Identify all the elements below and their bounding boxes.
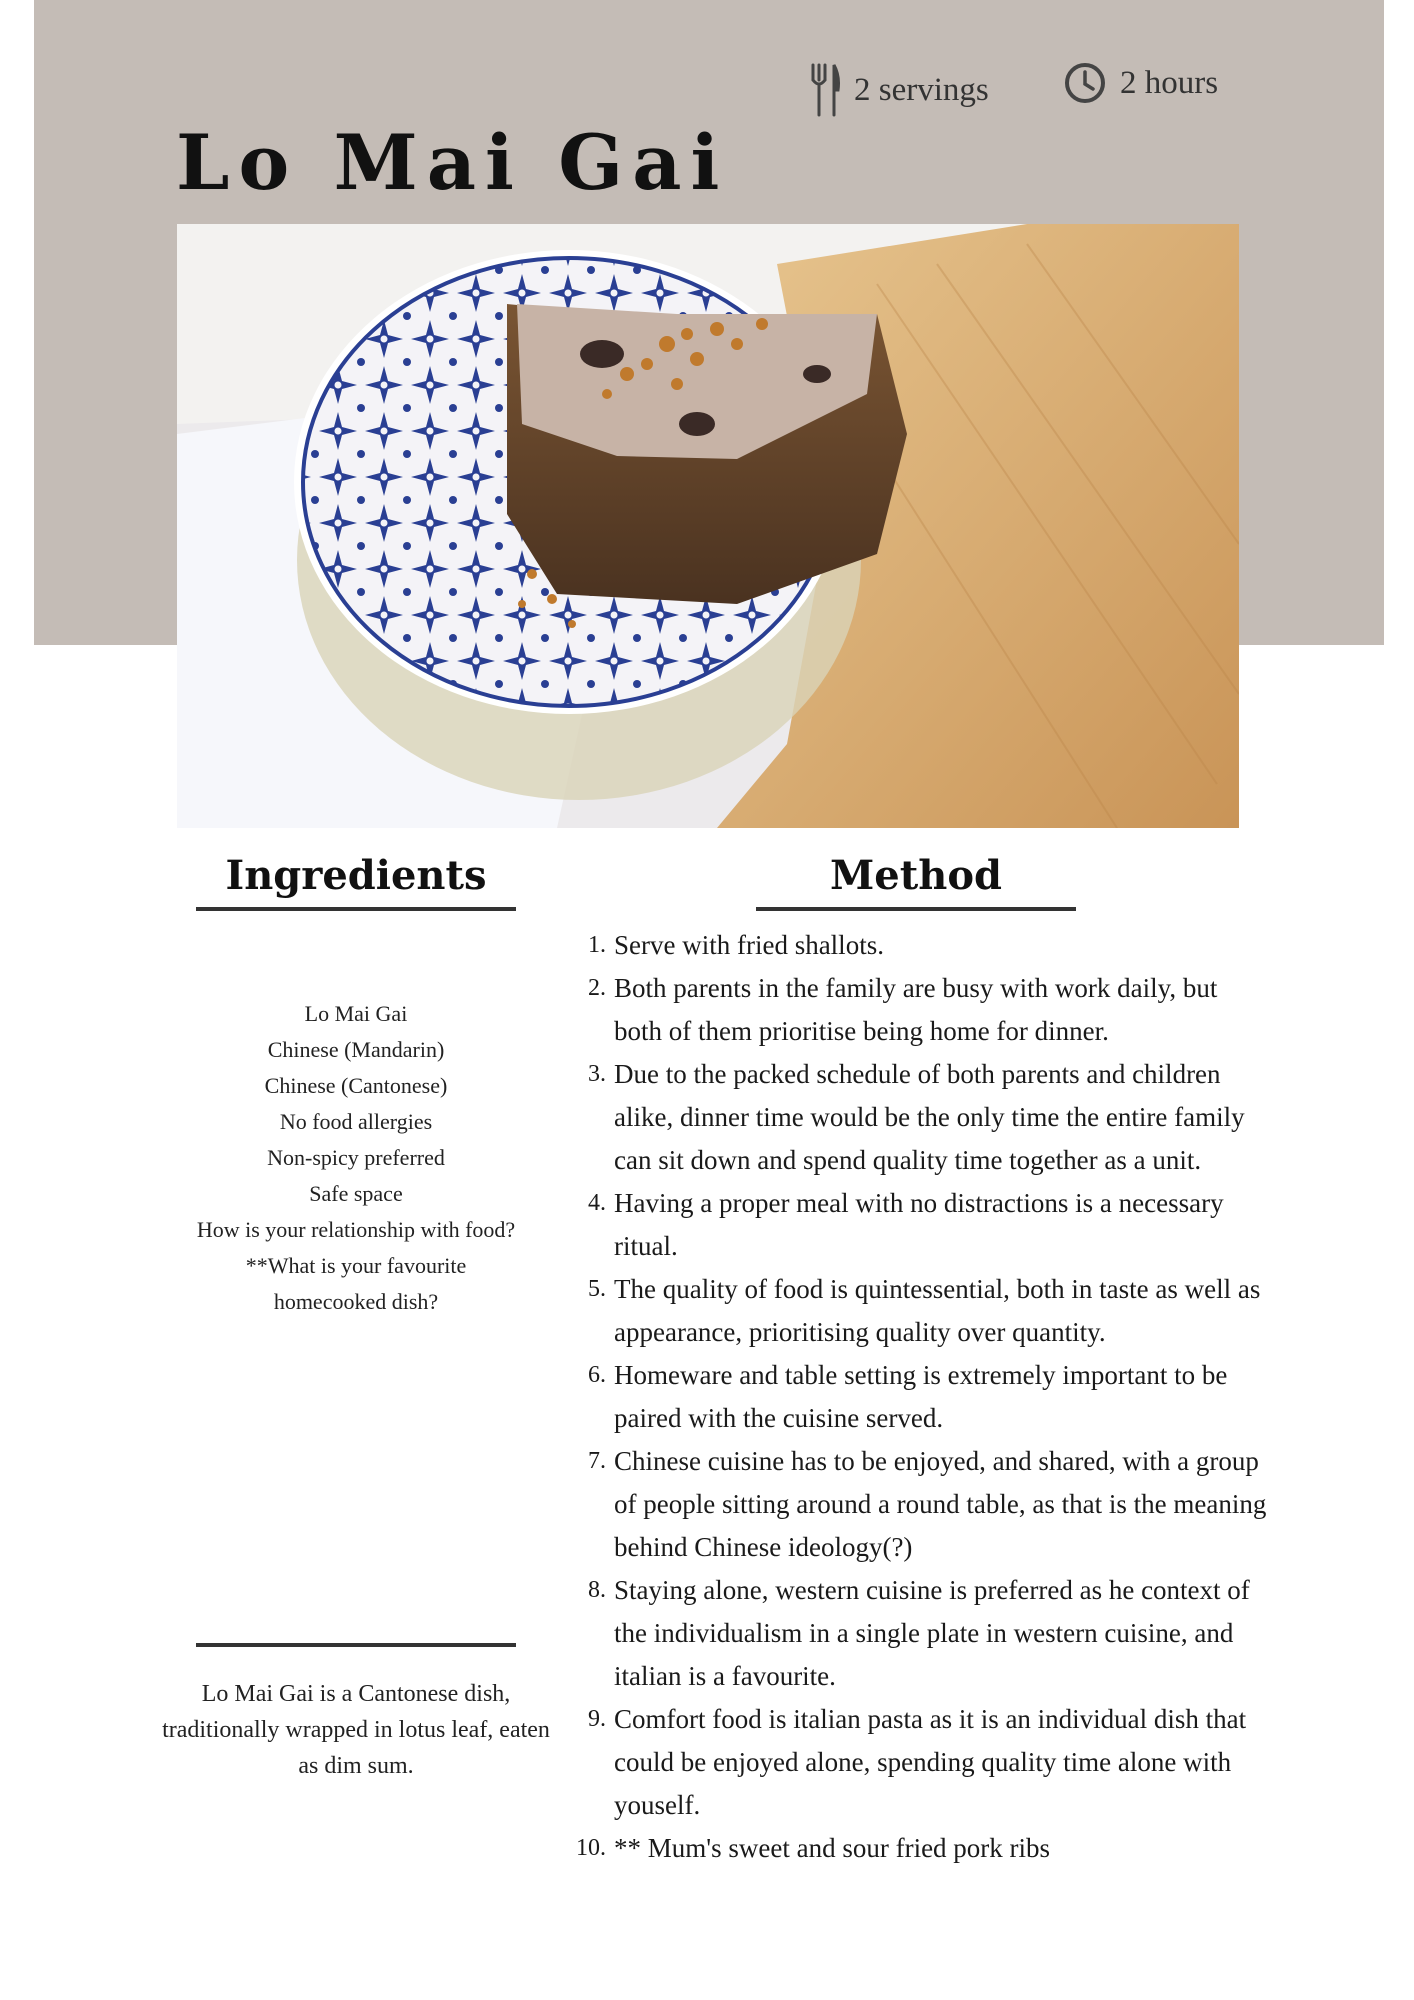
ingredient-item: How is your relationship with food? — [196, 1217, 516, 1242]
step-number: 10. — [576, 1835, 606, 1861]
method-divider — [756, 907, 1076, 911]
servings-label: 2 servings — [854, 71, 989, 108]
step-text: The quality of food is quintessential, both in taste as well as appearance, prioritising quality over quantity. — [614, 1274, 1261, 1347]
step-text: Comfort food is italian pasta as it is an individual dish that could be enjoyed alone, spending quality time alone with youself. — [614, 1704, 1247, 1820]
time-info — [1064, 62, 1218, 104]
ingredient-item: No food allergies — [279, 1109, 433, 1134]
method-step — [572, 967, 1272, 1053]
about-divider — [196, 1643, 516, 1647]
step-text: Homeware and table setting is extremely important to be paired with the cuisine served. — [614, 1360, 1228, 1433]
fork-knife-icon — [810, 62, 840, 118]
clock-icon — [1064, 62, 1106, 104]
step-text: ** Mum's sweet and sour fried pork ribs — [614, 1833, 1051, 1863]
step-text: Both parents in the family are busy with work daily, but both of them prioritise being home for dinner. — [614, 973, 1218, 1046]
step-number: 4. — [588, 1190, 606, 1216]
method-step — [572, 924, 1272, 967]
method-step — [572, 1698, 1272, 1827]
ingredient-item: Non-spicy preferred — [267, 1145, 445, 1170]
step-number: 3. — [588, 1061, 606, 1087]
ingredient-item: **What is your favourite homecooked dish? — [245, 1253, 467, 1314]
step-number: 2. — [588, 975, 606, 1001]
step-text: Chinese cuisine has to be enjoyed, and shared, with a group of people sitting around a round table, as that is the meaning behind Chinese ideology(?) — [614, 1446, 1267, 1562]
method-step — [572, 1053, 1272, 1182]
step-number: 6. — [588, 1362, 606, 1388]
method-step — [572, 1182, 1272, 1268]
ingredient-item: Chinese (Cantonese) — [264, 1073, 448, 1098]
method-step — [572, 1268, 1272, 1354]
dish-photo — [177, 224, 1239, 828]
time-label: 2 hours — [1120, 64, 1219, 101]
step-text: Staying alone, western cuisine is preferred as he context of the individualism in a single plate in western cuisine, and italian is a favourite. — [614, 1575, 1250, 1691]
ingredient-list — [196, 996, 516, 1320]
step-number: 9. — [588, 1706, 606, 1732]
step-text: Having a proper meal with no distractions is a necessary ritual. — [614, 1188, 1224, 1261]
method-step — [572, 1827, 1272, 1870]
ingredient-item: Chinese (Mandarin) — [267, 1037, 445, 1062]
step-number: 5. — [588, 1276, 606, 1302]
ingredient-item: Safe space — [309, 1181, 403, 1206]
dish-description: Lo Mai Gai is a Cantonese dish, traditionally wrapped in lotus leaf, eaten as dim sum. — [162, 1681, 550, 1779]
method-step — [572, 1569, 1272, 1698]
method-heading: Method — [830, 852, 1002, 899]
ingredients-heading: Ingredients — [225, 852, 487, 899]
step-number: 8. — [588, 1577, 606, 1603]
step-number: 1. — [588, 932, 606, 958]
recipe-title: Lo Mai Gai — [176, 118, 729, 207]
ingredients-divider — [196, 907, 516, 911]
step-text: Due to the packed schedule of both parents and children alike, dinner time would be the only time the entire family can sit down and spend quality time together as a unit. — [614, 1059, 1245, 1175]
step-number: 7. — [588, 1448, 606, 1474]
method-step — [572, 1354, 1272, 1440]
ingredient-item: Lo Mai Gai — [304, 1001, 408, 1026]
method-steps — [572, 924, 1272, 1870]
method-step — [572, 1440, 1272, 1569]
step-text: Serve with fried shallots. — [614, 930, 884, 960]
servings-info — [810, 62, 989, 118]
